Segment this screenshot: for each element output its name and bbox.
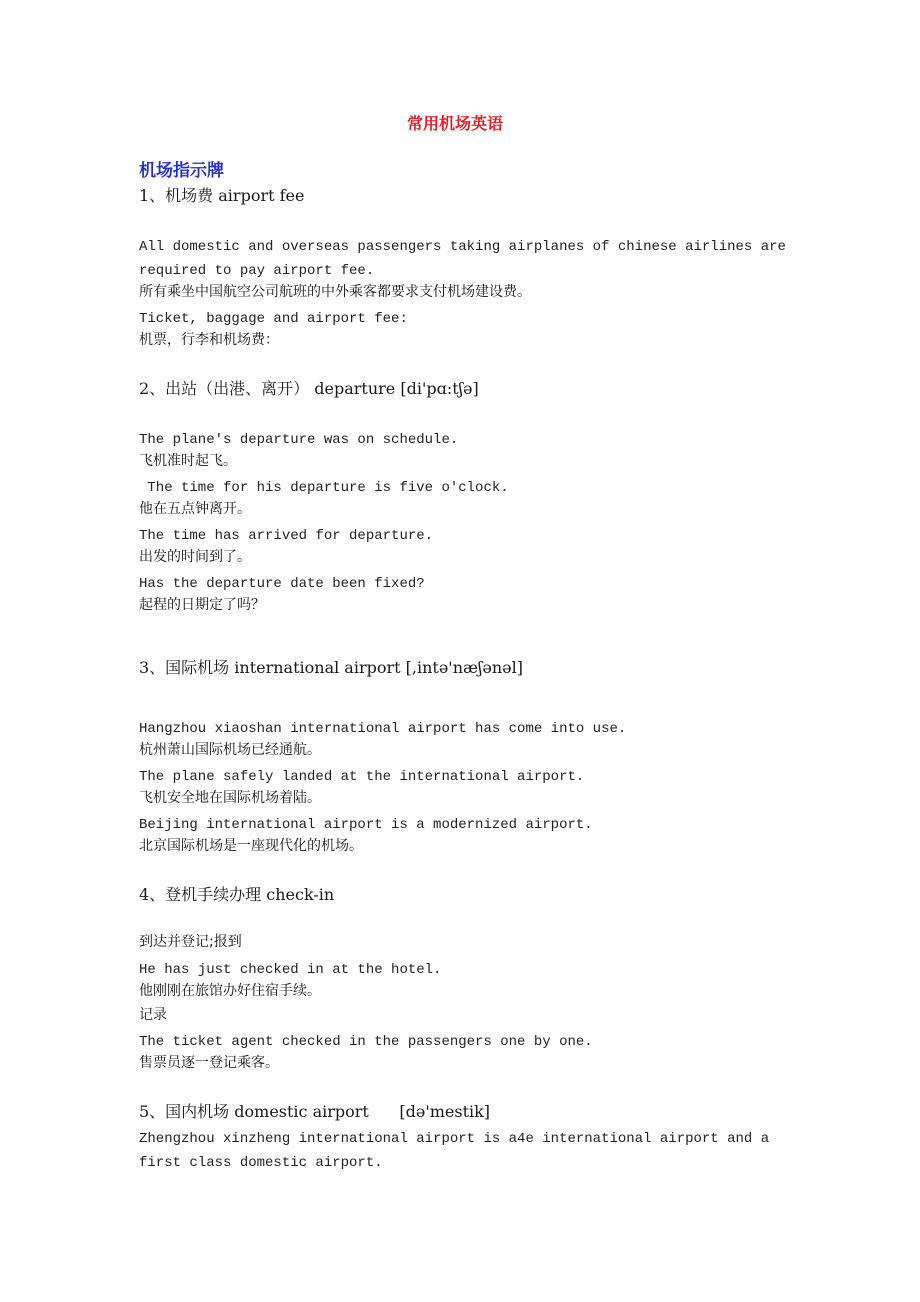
example-sentence: The time has arrived for departure. xyxy=(139,528,434,544)
example-sentence: All domestic and overseas passengers taking airplanes of chinese airlines are xyxy=(139,239,786,255)
translation: 他刚刚在旅馆办好住宿手续。 xyxy=(139,983,321,999)
example-sentence: Ticket, baggage and airport fee: xyxy=(139,311,408,327)
example-sentence: He has just checked in at the hotel. xyxy=(139,962,442,978)
translation: 他在五点钟离开。 xyxy=(139,501,251,517)
example-sentence: The plane's departure was on schedule. xyxy=(139,432,459,448)
example-sentence: The time for his departure is five o'clock. xyxy=(139,480,509,496)
entry-heading-airport-fee: 1、机场费 airport fee xyxy=(139,186,305,205)
translation: 起程的日期定了吗？ xyxy=(139,597,265,613)
translation: 所有乘坐中国航空公司航班的中外乘客都要求支付机场建设费。 xyxy=(139,284,531,300)
example-sentence: Zhengzhou xinzheng international airport is a4e international airport and a xyxy=(139,1131,770,1147)
entry-heading-check-in: 4、登机手续办理 check-in xyxy=(139,885,335,904)
example-sentence: required to pay airport fee. xyxy=(139,263,375,279)
example-sentence: Has the departure date been fixed? xyxy=(139,576,425,592)
example-sentence: first class domestic airport. xyxy=(139,1155,383,1171)
definition: 到达并登记;报到 xyxy=(139,934,242,950)
entry-heading-international-airport: 3、国际机场 international airport [,intə'næʃənəl] xyxy=(139,658,523,677)
example-sentence: Beijing international airport is a modernized airport. xyxy=(139,817,593,833)
definition: 记录 xyxy=(139,1007,167,1023)
entry-heading-domestic-airport: 5、国内机场 domestic airport [də'mestik] xyxy=(139,1102,491,1121)
example-sentence: Hangzhou xiaoshan international airport has come into use. xyxy=(139,721,627,737)
example-sentence: The plane safely landed at the international airport. xyxy=(139,769,585,785)
translation: 北京国际机场是一座现代化的机场。 xyxy=(139,838,363,854)
example-sentence: The ticket agent checked in the passengers one by one. xyxy=(139,1034,593,1050)
entry-heading-departure: 2、出站（出港、离开） departure [di'pɑ:tʃə] xyxy=(139,379,479,398)
translation: 机票，行李和机场费： xyxy=(139,332,279,348)
translation: 飞机准时起飞。 xyxy=(139,453,237,469)
translation: 杭州萧山国际机场已经通航。 xyxy=(139,742,321,758)
translation: 飞机安全地在国际机场着陆。 xyxy=(139,790,321,806)
translation: 出发的时间到了。 xyxy=(139,549,251,565)
section-title: 机场指示牌 xyxy=(139,161,224,181)
document-title: 常用机场英语 xyxy=(406,114,503,133)
translation: 售票员逐一登记乘客。 xyxy=(139,1055,279,1071)
